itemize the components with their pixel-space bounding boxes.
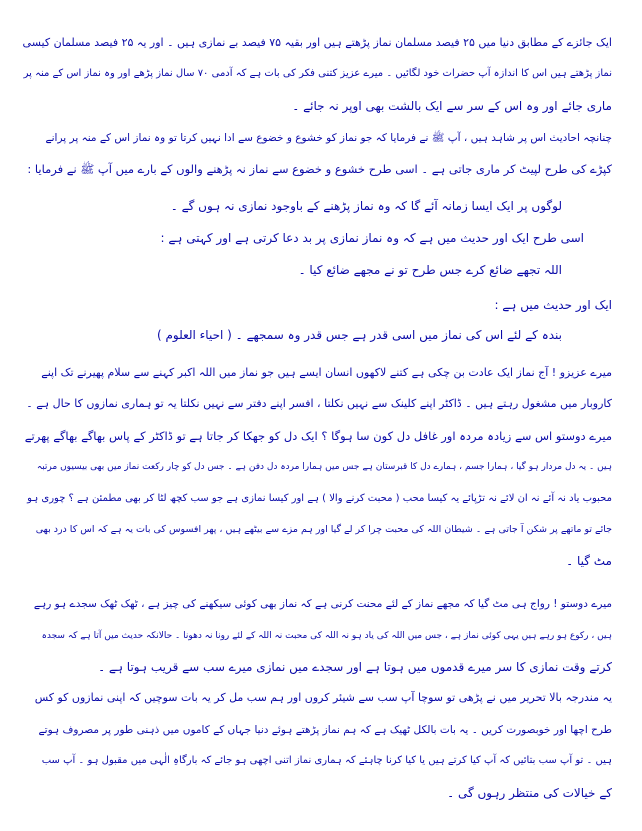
text-line: کپڑے کی طرح لپیٹ کر ماری جاتی ہے ۔ اسی طرح خشوع و خضوع سے نماز نہ پڑھنے والوں کے بارے میں آپ ﷺ نے فرمایا : xyxy=(27,162,612,176)
quote-line: اللہ تجھے ضائع کرے جس طرح تو نے مجھے ضائع کیا ۔ xyxy=(298,263,562,277)
text-line: چنانچہ احادیث اس پر شاہد ہیں ، آپ ﷺ نے فرمایا کہ جو نماز کو خشوع و خضوع سے ادا نہیں کرتا تو وہ نماز اس کے منہ پر پرانے xyxy=(45,132,612,144)
text-line: ہیں ، رکوع ہو رہے ہیں یہی کوئی نماز ہے ، جس میں اللہ کی یاد ہو نہ اللہ کی محبت نہ اللہ کے لئے رونا نہ دھونا ۔ حالانکہ حدیث میں آتا ہے کہ سجدہ xyxy=(41,631,612,641)
text-line: ماری جائے اور وہ اس کے سر سے ایک بالشت بھی اوپر نہ جائے ۔ xyxy=(292,99,612,113)
text-line: ایک جائزے کے مطابق دنیا میں ۲۵ فیصد مسلمان نماز پڑھتے ہیں اور بقیہ ۷۵ فیصد بے نمازی ہیں ۔ اور یہ ۲۵ فیصد مسلمان کیسی xyxy=(22,36,612,49)
text-line: ہیں ۔ یہ دل مردار ہو گیا ، ہمارا جسم ، ہمارے دل کا قبرستان ہے جس میں ہمارا مردہ دل دفن ہے ۔ جس دل کو چار رکعت نماز میں بھی بیسیوں مرتبہ xyxy=(36,462,612,472)
text-line: ہیں ۔ تو آپ سب بتائیں کہ آپ کیا کرتے ہیں یا کیا کرنا چاہئے کہ ہماری نماز اتنی اچھی ہو جائے کہ بارگاہِ الٰہی میں مقبول ہو ۔ آپ سب xyxy=(41,755,612,766)
text-line: مٹ گیا ۔ xyxy=(566,554,612,568)
text-line: ایک اور حدیث میں ہے : xyxy=(494,298,612,312)
text-line: اسی طرح ایک اور حدیث میں ہے کہ وہ نماز نمازی پر بد دعا کرتی ہے اور کہتی ہے : xyxy=(160,231,584,245)
text-line: یہ مندرجہ بالا تحریر میں نے پڑھی تو سوچا آپ سب سے شیئر کروں اور ہم سب مل کر یہ بات سوچیں کہ اپنی نمازوں کو کس xyxy=(34,691,612,704)
text-line: طرح اچھا اور خوبصورت کریں ۔ یہ بات بالکل ٹھیک ہے کہ ہم نماز پڑھتے ہوئے دنیا جہاں کے کاموں میں ذہنی طور پر مصروف ہوتے xyxy=(38,724,612,736)
text-line: نماز پڑھتے ہیں اس کا اندازہ آپ حضرات خود لگائیں ۔ میرے عزیز کتنی فکر کی بات ہے کہ آدمی ۷۰ سال نماز پڑھے اور وہ نماز اس کے منہ پر xyxy=(23,68,612,79)
text-line: میرے دوستو اس سے زیادہ مردہ اور غافل دل کون سا ہوگا ؟ ایک دل کو جھکا کر جاتا ہے تو ڈاکٹر کے پاس بھاگے بھاگے پھرتے xyxy=(24,429,612,443)
quote-line: لوگوں پر ایک ایسا زمانہ آئے گا کہ وہ نماز پڑھنے کے باوجود نمازی نہ ہوں گے ۔ xyxy=(170,199,562,213)
text-line: کے خیالات کی منتظر رہوں گی ۔ xyxy=(447,786,612,800)
quote-line: بندہ کے لئے اس کی نماز میں اسی قدر ہے جس قدر وہ سمجھے ۔ ( احیاء العلوم ) xyxy=(156,328,562,342)
text-line: جائے تو ماتھے پر شکن آ جاتی ہے ۔ شیطان اللہ کی محبت چرا کر لے گیا اور ہم مزے سے بیٹھے ہیں ، پھر افسوس کی بات یہ ہے کہ اس کا درد بھی xyxy=(35,524,612,535)
text-line: کاروبار میں مشغول رہتے ہیں ۔ ڈاکٹر اپنے کلینک سے نہیں نکلتا ، افسر اپنے دفتر سے نہیں نکلتا یہ تو ہماری نمازوں کا حال ہے ۔ xyxy=(26,397,612,410)
text-line: محبوب یاد نہ آئے نہ ان لائے نہ تڑپائے یہ کیسا محب ( محبت کرنے والا ) ہے اور کیسا نمازی ہے جو سب کچھ لٹا کر بھی مطمئن ہے ؟ چوری ہو xyxy=(27,493,612,504)
text-line: کرتے وقت نمازی کا سر میرے قدموں میں ہوتا ہے اور سجدے میں نمازی میرے سب سے قریب ہوتا ہے ۔ xyxy=(98,660,612,674)
text-line: میرے عزیزو ! آج نماز ایک عادت بن چکی ہے کتنے لاکھوں انسان ایسے ہیں جو نماز میں اللہ اکبر کہنے سے سلام پھیرنے تک اپنے xyxy=(41,366,612,379)
text-line: میرے دوستو ! رواج ہی مٹ گیا کہ مجھے نماز کے لئے محنت کرنی ہے کہ نماز بھی کوئی سیکھنے کی چیز ہے ، ٹھک ٹھک سجدے ہو رہے xyxy=(33,598,612,610)
